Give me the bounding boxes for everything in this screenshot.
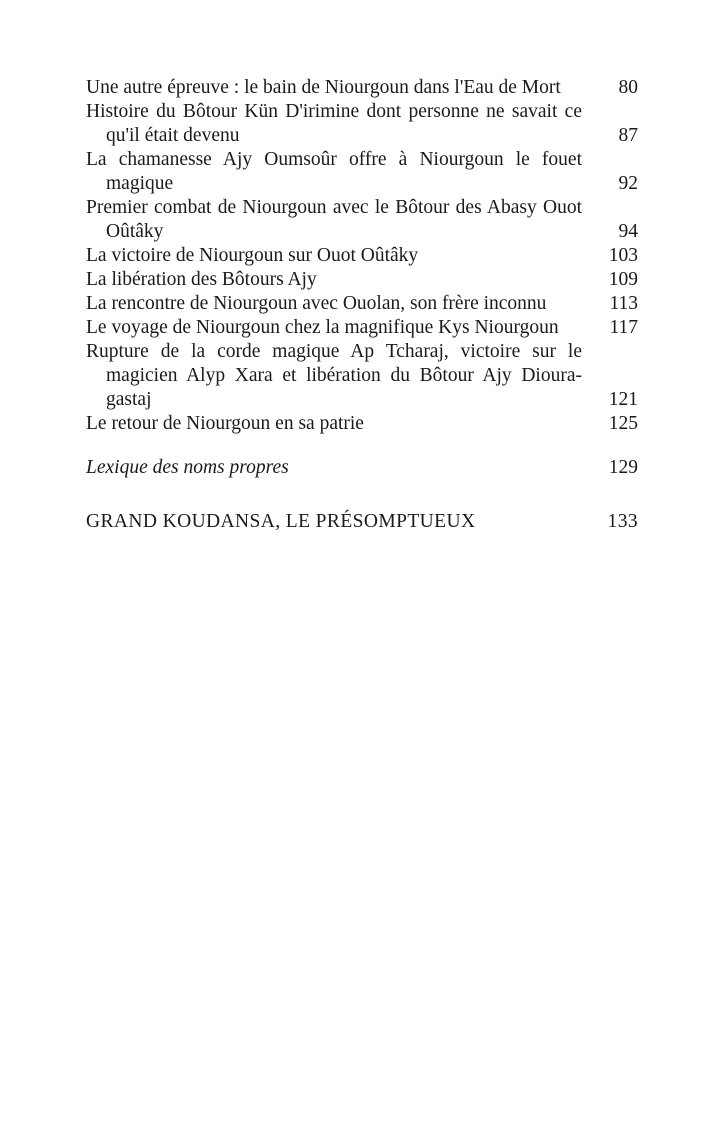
- toc-entry: [86, 244, 638, 268]
- toc-entry: [86, 412, 638, 436]
- toc-entry-page: 92: [618, 173, 638, 194]
- toc-entry: [86, 100, 638, 148]
- toc-entry: [86, 340, 638, 412]
- toc-entry-title: Le voyage de Niourgoun chez la magnifique Kys Niourgoun: [86, 317, 559, 338]
- toc-entry-page: 80: [618, 77, 638, 98]
- toc-entry: [86, 148, 638, 196]
- toc-entry-page: 109: [608, 269, 638, 290]
- toc-entry-title: Le retour de Niourgoun en sa patrie: [86, 413, 364, 434]
- toc-entry-page: 113: [609, 293, 638, 314]
- toc-entry-title: Une autre épreuve : le bain de Niourgoun dans l'Eau de Mort: [86, 77, 561, 98]
- toc-entry-page: 94: [618, 221, 638, 242]
- toc-entry: [86, 292, 638, 316]
- toc-entry: [86, 76, 638, 100]
- toc-entry-title: La victoire de Niourgoun sur Ouot Oûtâky: [86, 245, 419, 266]
- toc-entry-title: Histoire du Bôtour Kün D'irimine dont personne ne savait ce qu'il était devenu: [86, 101, 582, 146]
- toc-entry: [86, 196, 638, 244]
- toc-entry-page: 129: [608, 457, 638, 478]
- toc-entry-title: La libération des Bôtours Ajy: [86, 269, 317, 290]
- toc-entry-title: La chamanesse Ajy Oumsoûr offre à Niourgoun le fouet magique: [86, 149, 582, 194]
- toc-entry-page: 125: [608, 413, 638, 434]
- toc-section-title: GRAND KOUDANSA, LE PRÉSOMPTUEUX: [86, 511, 476, 532]
- toc-entry-section: [86, 510, 638, 534]
- toc-entry: [86, 316, 638, 340]
- toc-entry-page: 103: [608, 245, 638, 266]
- toc-entry-title: Lexique des noms propres: [86, 457, 289, 478]
- toc-entry-page: 121: [608, 389, 638, 410]
- table-of-contents: [86, 76, 638, 534]
- toc-entry-lexique: [86, 456, 638, 480]
- toc-entry-title: Premier combat de Niourgoun avec le Bôtour des Abasy Ouot Oûtâky: [86, 197, 582, 242]
- toc-entry-page: 87: [618, 125, 638, 146]
- toc-entry-page: 117: [609, 317, 638, 338]
- toc-entry-title: Rupture de la corde magique Ap Tcharaj, victoire sur le magicien Alyp Xara et libération du Bôtour Ajy Dioura-gastaj: [86, 341, 582, 410]
- toc-entry-title: La rencontre de Niourgoun avec Ouolan, son frère inconnu: [86, 293, 547, 314]
- toc-entry-page: 133: [607, 511, 638, 532]
- toc-entry: [86, 268, 638, 292]
